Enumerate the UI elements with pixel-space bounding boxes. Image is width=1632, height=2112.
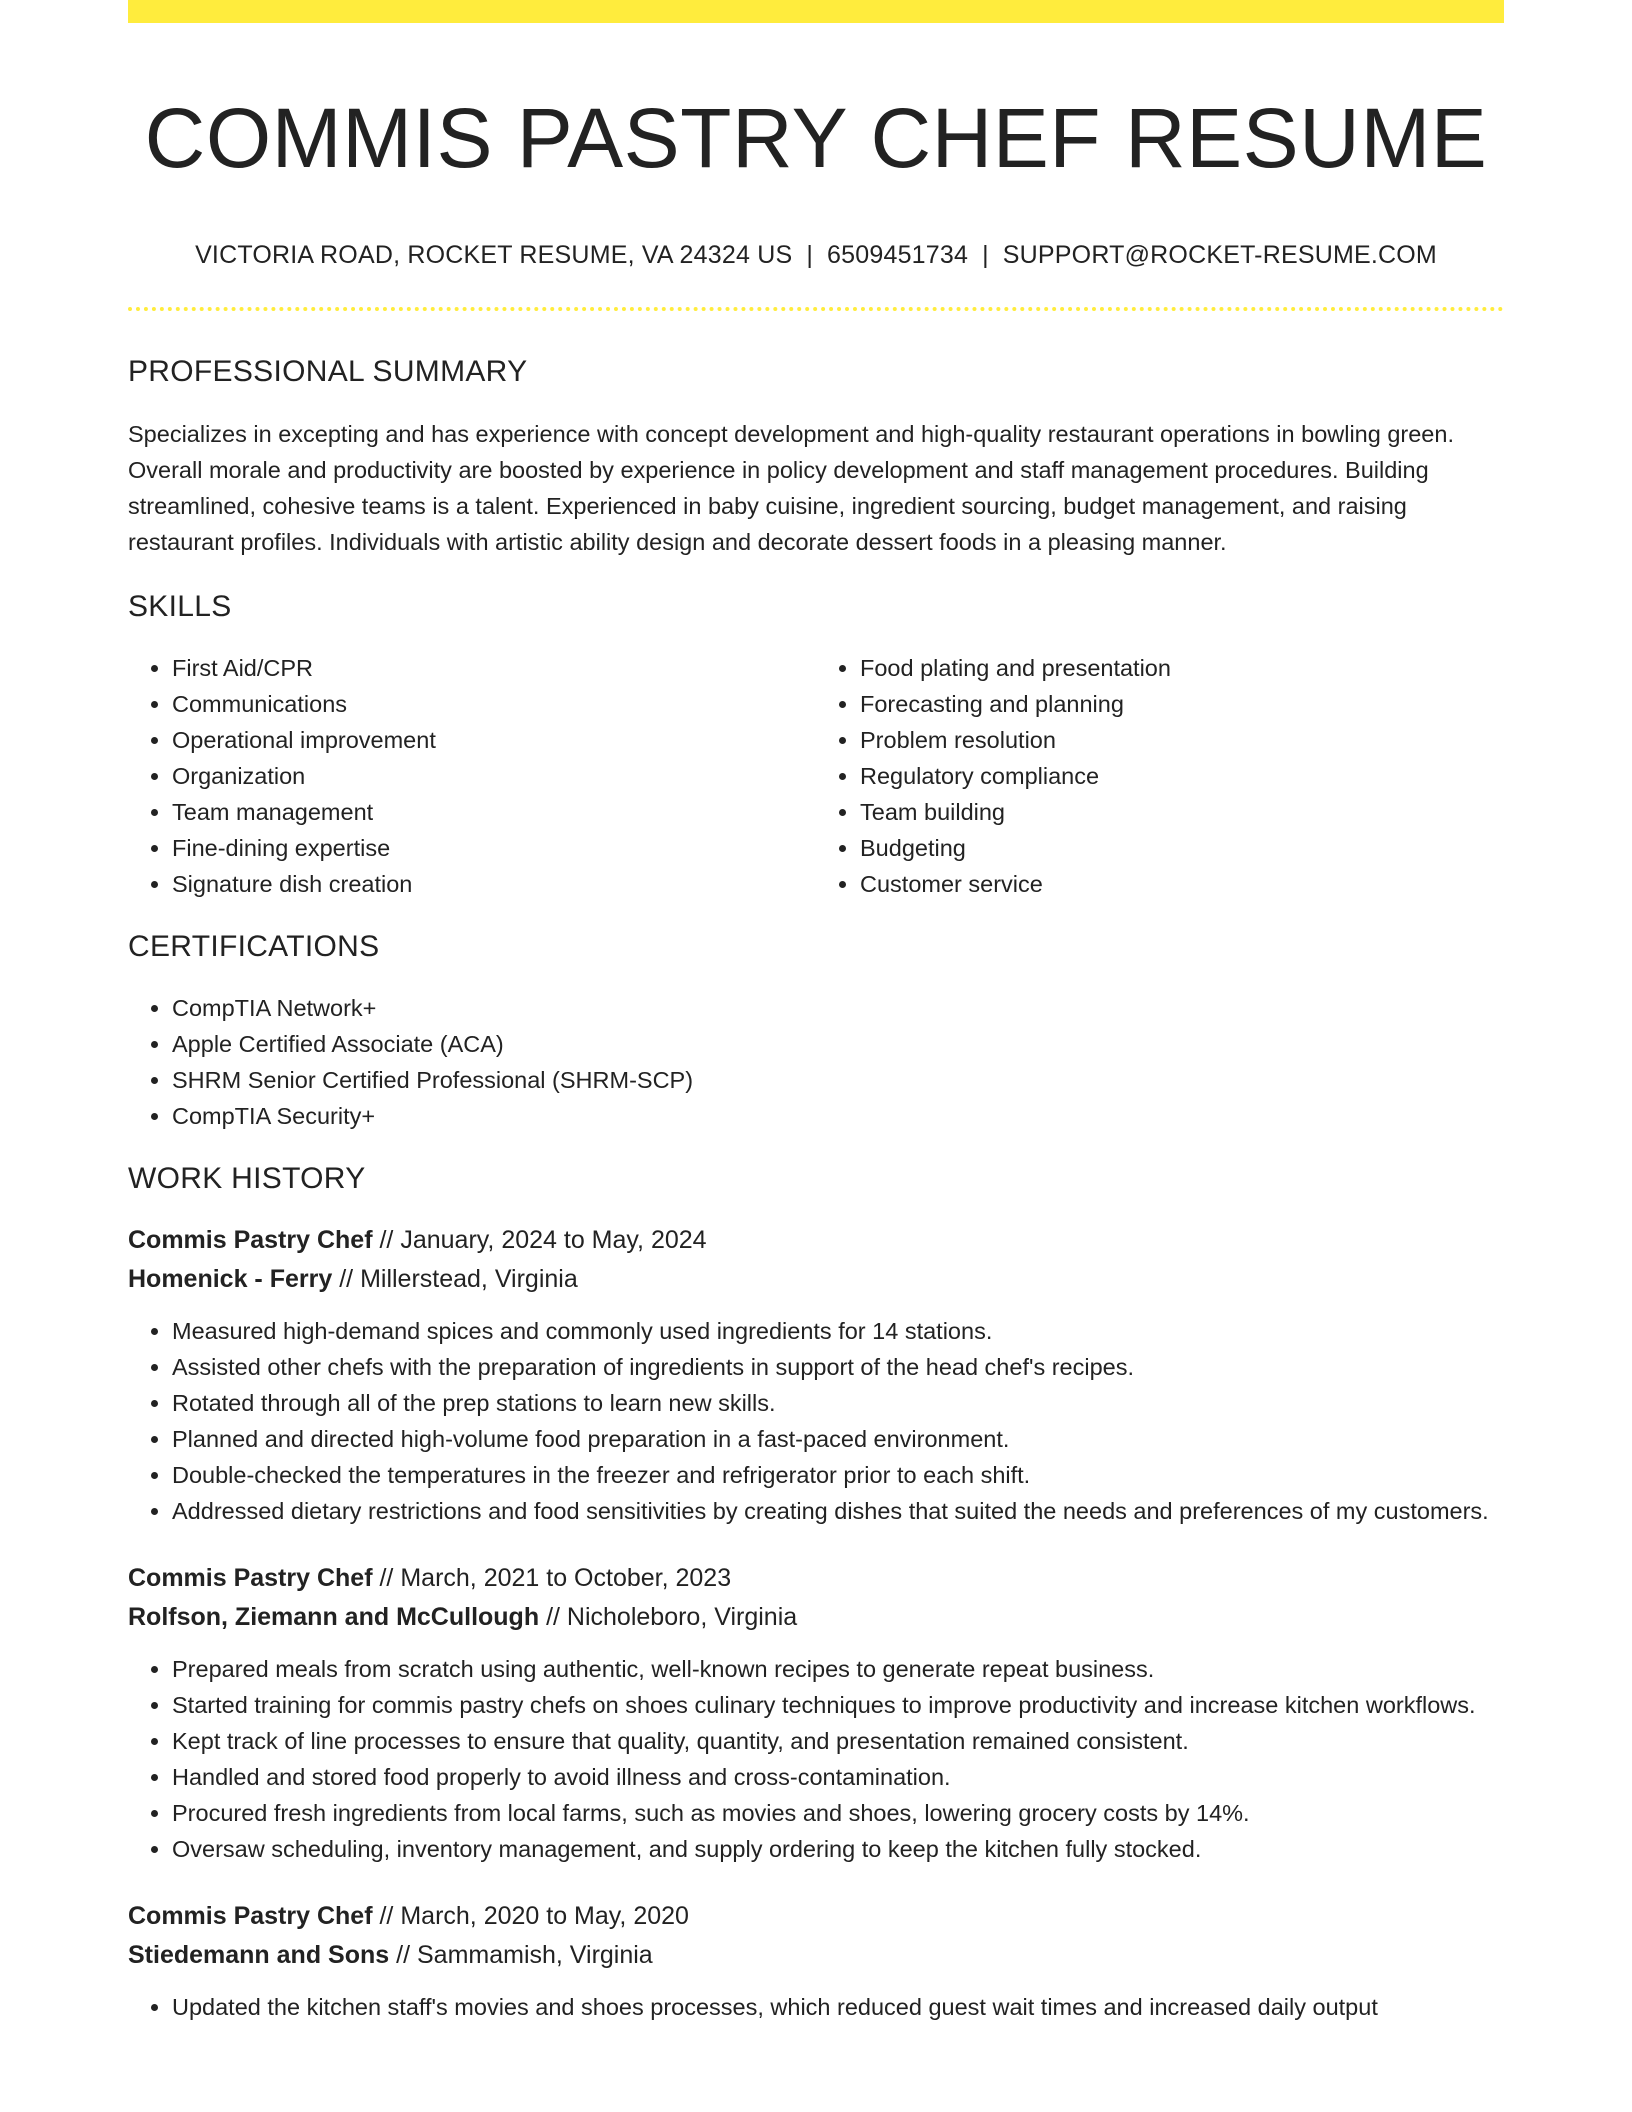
- job-divider: //: [339, 1264, 354, 1293]
- job-bullet: • Prepared meals from scratch using authentic, well-known recipes to generate repeat business.: [172, 1651, 1504, 1687]
- job-bullet: • Addressed dietary restrictions and food sensitivities by creating dishes that suited the needs and preferences of my customers.: [172, 1493, 1504, 1529]
- skill-item: • Budgeting: [860, 830, 1504, 866]
- skill-item: • Fine-dining expertise: [172, 830, 816, 866]
- job-role-line: [128, 1559, 1504, 1598]
- job-bullet: • Procured fresh ingredients from local farms, such as movies and shoes, lowering grocery costs by 14%.: [172, 1795, 1504, 1831]
- job-bullets: [128, 1651, 1504, 1867]
- job-company: Rolfson, Ziemann and McCullough: [128, 1602, 540, 1631]
- skill-item: • Food plating and presentation: [860, 650, 1504, 686]
- job-company: Stiedemann and Sons: [128, 1940, 390, 1969]
- job-divider: //: [379, 1225, 394, 1254]
- job-bullet: • Assisted other chefs with the preparation of ingredients in support of the head chef's recipes.: [172, 1349, 1504, 1385]
- job-location: Nicholeboro, Virginia: [566, 1602, 798, 1631]
- contact-email: SUPPORT@ROCKET-RESUME.COM: [1002, 240, 1437, 269]
- job-location: Sammamish, Virginia: [416, 1940, 653, 1969]
- job-bullet: • Oversaw scheduling, inventory management, and supply ordering to keep the kitchen fully stocked.: [172, 1831, 1504, 1867]
- resume-title: COMMIS PASTRY CHEF RESUME: [144, 91, 1488, 185]
- certification-item: • CompTIA Network+: [172, 990, 1504, 1026]
- skill-item: • Signature dish creation: [172, 866, 816, 902]
- skills-heading: SKILLS: [128, 589, 232, 623]
- summary-text: Specializes in excepting and has experience with concept development and high-quality restaurant operations in bowling green. Overall morale and productivity are boosted by experience in policy development and staff management procedures. Building streamlined, cohesive teams is a talent. Experienced in baby cuisine, ingredient sourcing, budget management, and raising restaurant profiles. Individuals with artistic ability design and decorate dessert foods in a pleasing manner.: [128, 420, 1454, 555]
- job-company-line: [128, 1598, 1504, 1637]
- job-bullet: • Rotated through all of the prep stations to learn new skills.: [172, 1385, 1504, 1421]
- job-entry: [128, 1559, 1504, 1867]
- dotted-divider: [128, 307, 1504, 311]
- job-company: Homenick - Ferry: [128, 1264, 333, 1293]
- job-role: Commis Pastry Chef: [128, 1563, 373, 1592]
- contact-separator: |: [806, 240, 814, 269]
- job-role: Commis Pastry Chef: [128, 1901, 373, 1930]
- skill-item: • Regulatory compliance: [860, 758, 1504, 794]
- job-role-line: [128, 1221, 1504, 1260]
- contact-phone: 6509451734: [827, 240, 969, 269]
- job-role: Commis Pastry Chef: [128, 1225, 373, 1254]
- certification-item: • SHRM Senior Certified Professional (SHRM-SCP): [172, 1062, 1504, 1098]
- job-dates: January, 2024 to May, 2024: [400, 1225, 707, 1254]
- resume-content: [128, 0, 1504, 2025]
- certification-item: • CompTIA Security+: [172, 1098, 1504, 1134]
- contact-address: VICTORIA ROAD, ROCKET RESUME, VA 24324 US: [195, 240, 793, 269]
- skill-item: • Communications: [172, 686, 816, 722]
- job-divider: //: [546, 1602, 560, 1631]
- job-bullet: • Handled and stored food properly to avoid illness and cross-contamination.: [172, 1759, 1504, 1795]
- skill-item: • Customer service: [860, 866, 1504, 902]
- job-bullet: • Started training for commis pastry chefs on shoes culinary techniques to improve productivity and increase kitchen workflows.: [172, 1687, 1504, 1723]
- job-location: Millerstead, Virginia: [360, 1264, 578, 1293]
- skill-item: • Organization: [172, 758, 816, 794]
- job-divider: //: [379, 1901, 394, 1930]
- skill-item: • Team management: [172, 794, 816, 830]
- job-bullets: [128, 1313, 1504, 1529]
- skills-grid: [128, 650, 1504, 902]
- job-company-line: [128, 1936, 1504, 1975]
- job-bullet: • Measured high-demand spices and commonly used ingredients for 14 stations.: [172, 1313, 1504, 1349]
- skill-item: • Forecasting and planning: [860, 686, 1504, 722]
- skills-list-left: [128, 650, 816, 902]
- certification-item: • Apple Certified Associate (ACA): [172, 1026, 1504, 1062]
- certifications-list: [128, 990, 1504, 1134]
- job-dates: March, 2020 to May, 2020: [400, 1901, 689, 1930]
- job-bullet: • Kept track of line processes to ensure that quality, quantity, and presentation remained consistent.: [172, 1723, 1504, 1759]
- job-role-line: [128, 1897, 1504, 1936]
- job-divider: //: [379, 1563, 394, 1592]
- job-entry: [128, 1897, 1504, 2025]
- top-accent-bar: [128, 0, 1504, 23]
- certifications-heading: CERTIFICATIONS: [128, 929, 380, 963]
- skill-item: • Operational improvement: [172, 722, 816, 758]
- skills-list-right: [816, 650, 1504, 902]
- job-entry: [128, 1221, 1504, 1529]
- job-bullet: • Double-checked the temperatures in the freezer and refrigerator prior to each shift.: [172, 1457, 1504, 1493]
- skill-item: • Problem resolution: [860, 722, 1504, 758]
- job-dates: March, 2021 to October, 2023: [400, 1563, 732, 1592]
- contact-line: [128, 240, 1504, 270]
- job-bullet: • Updated the kitchen staff's movies and shoes processes, which reduced guest wait times and increased daily output: [172, 1989, 1504, 2025]
- job-bullets: [128, 1989, 1504, 2025]
- summary-heading: PROFESSIONAL SUMMARY: [128, 354, 528, 388]
- skill-item: • First Aid/CPR: [172, 650, 816, 686]
- job-company-line: [128, 1260, 1504, 1299]
- contact-separator: |: [982, 240, 989, 269]
- skill-item: • Team building: [860, 794, 1504, 830]
- work-history-heading: WORK HISTORY: [128, 1161, 366, 1195]
- job-divider: //: [396, 1940, 411, 1969]
- job-bullet: • Planned and directed high-volume food preparation in a fast-paced environment.: [172, 1421, 1504, 1457]
